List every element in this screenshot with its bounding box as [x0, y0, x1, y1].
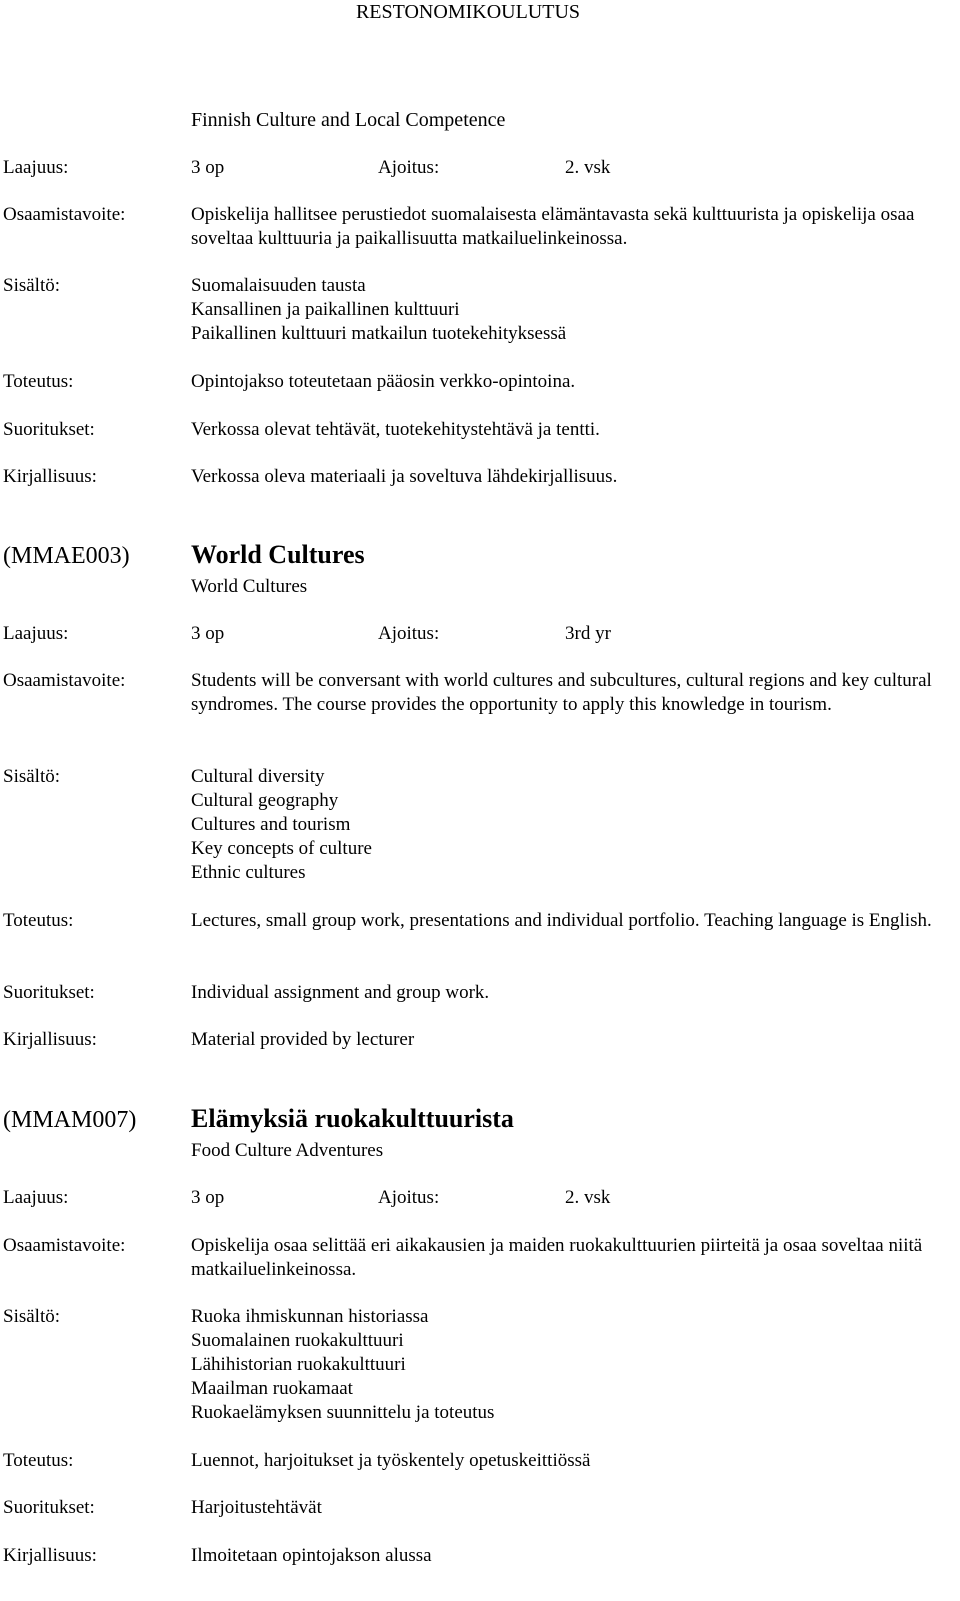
osaamistavoite-value: Opiskelija osaa selittää eri aikakausien ja maiden ruokakulttuurien piirteitä ja osaa soveltaa niitä matkailuelinkeinossa.: [191, 1235, 923, 1280]
osaamistavoite-label: Osaamistavoite:: [3, 1235, 126, 1256]
sisalto-item: Maailman ruokamaat: [191, 1378, 353, 1399]
laajuus-label: Laajuus:: [3, 623, 69, 644]
sisalto-item: Cultural diversity: [191, 766, 325, 787]
course-title: Elämyksiä ruokakulttuurista: [191, 1104, 514, 1133]
osaamistavoite-value: Opiskelija hallitsee perustiedot suomalaisesta elämäntavasta sekä kulttuurista ja opiskelija osaa soveltaa kulttuuria ja paikallisuutta matkailuelinkeinossa.: [191, 204, 915, 249]
course-title: World Cultures: [191, 540, 365, 569]
sisalto-list: [191, 1305, 951, 1425]
suoritukset-label: Suoritukset:: [3, 982, 95, 1003]
suoritukset-label: Suoritukset:: [3, 419, 95, 440]
laajuus-value: 3 op: [191, 623, 225, 644]
ajoitus-value: 3rd yr: [565, 623, 611, 644]
osaamistavoite-label: Osaamistavoite:: [3, 204, 126, 225]
toteutus-value: Luennot, harjoitukset ja työskentely opetuskeittiössä: [191, 1450, 591, 1471]
toteutus-label: Toteutus:: [3, 1450, 74, 1471]
course-code: (MMAE003): [3, 543, 130, 569]
ajoitus-label: Ajoitus:: [378, 1187, 440, 1208]
course-code: (MMAM007): [3, 1107, 137, 1133]
course-subtitle: World Cultures: [191, 576, 308, 597]
sisalto-item: Cultures and tourism: [191, 814, 351, 835]
suoritukset-value: Individual assignment and group work.: [191, 982, 490, 1003]
suoritukset-value: Harjoitustehtävät: [191, 1497, 322, 1518]
course-subtitle: Food Culture Adventures: [191, 1140, 384, 1161]
sisalto-label: Sisältö:: [3, 766, 61, 787]
sisalto-item: Ruokaelämyksen suunnittelu ja toteutus: [191, 1402, 495, 1423]
sisalto-item: Suomalainen ruokakulttuuri: [191, 1330, 404, 1351]
toteutus-value: Opintojakso toteutetaan pääosin verkko-opintoina.: [191, 371, 576, 392]
sisalto-item: Suomalaisuuden tausta: [191, 275, 366, 296]
ajoitus-value: 2. vsk: [565, 1187, 611, 1208]
toteutus-value: Lectures, small group work, presentations and individual portfolio. Teaching language is English.: [191, 910, 932, 931]
laajuus-label: Laajuus:: [3, 1187, 69, 1208]
osaamistavoite-label: Osaamistavoite:: [3, 670, 126, 691]
suoritukset-label: Suoritukset:: [3, 1497, 95, 1518]
ajoitus-label: Ajoitus:: [378, 157, 440, 178]
kirjallisuus-label: Kirjallisuus:: [3, 1545, 97, 1566]
sisalto-item: Ruoka ihmiskunnan historiassa: [191, 1306, 429, 1327]
kirjallisuus-value: Ilmoitetaan opintojakson alussa: [191, 1545, 432, 1566]
sisalto-list: [191, 274, 951, 346]
ajoitus-value: 2. vsk: [565, 157, 611, 178]
toteutus-label: Toteutus:: [3, 371, 74, 392]
course-title: Finnish Culture and Local Competence: [191, 109, 506, 131]
sisalto-item: Lähihistorian ruokakulttuuri: [191, 1354, 406, 1375]
sisalto-item: Cultural geography: [191, 790, 339, 811]
sisalto-list: [191, 765, 951, 885]
sisalto-item: Paikallinen kulttuuri matkailun tuotekehityksessä: [191, 323, 567, 344]
suoritukset-value: Verkossa olevat tehtävät, tuotekehitystehtävä ja tentti.: [191, 419, 600, 440]
kirjallisuus-value: Verkossa oleva materiaali ja soveltuva lähdekirjallisuus.: [191, 466, 618, 487]
laajuus-label: Laajuus:: [3, 157, 69, 178]
sisalto-item: Kansallinen ja paikallinen kulttuuri: [191, 299, 460, 320]
laajuus-value: 3 op: [191, 157, 225, 178]
ajoitus-label: Ajoitus:: [378, 623, 440, 644]
toteutus-label: Toteutus:: [3, 910, 74, 931]
sisalto-item: Ethnic cultures: [191, 862, 306, 883]
sisalto-label: Sisältö:: [3, 1306, 61, 1327]
sisalto-item: Key concepts of culture: [191, 838, 372, 859]
kirjallisuus-value: Material provided by lecturer: [191, 1029, 415, 1050]
kirjallisuus-label: Kirjallisuus:: [3, 1029, 97, 1050]
sisalto-label: Sisältö:: [3, 275, 61, 296]
kirjallisuus-label: Kirjallisuus:: [3, 466, 97, 487]
laajuus-value: 3 op: [191, 1187, 225, 1208]
osaamistavoite-value: Students will be conversant with world cultures and subcultures, cultural regions and key cultural syndromes. The course provides the opportunity to apply this knowledge in tourism.: [191, 670, 932, 715]
document-header: RESTONOMIKOULUTUS: [355, 1, 581, 23]
